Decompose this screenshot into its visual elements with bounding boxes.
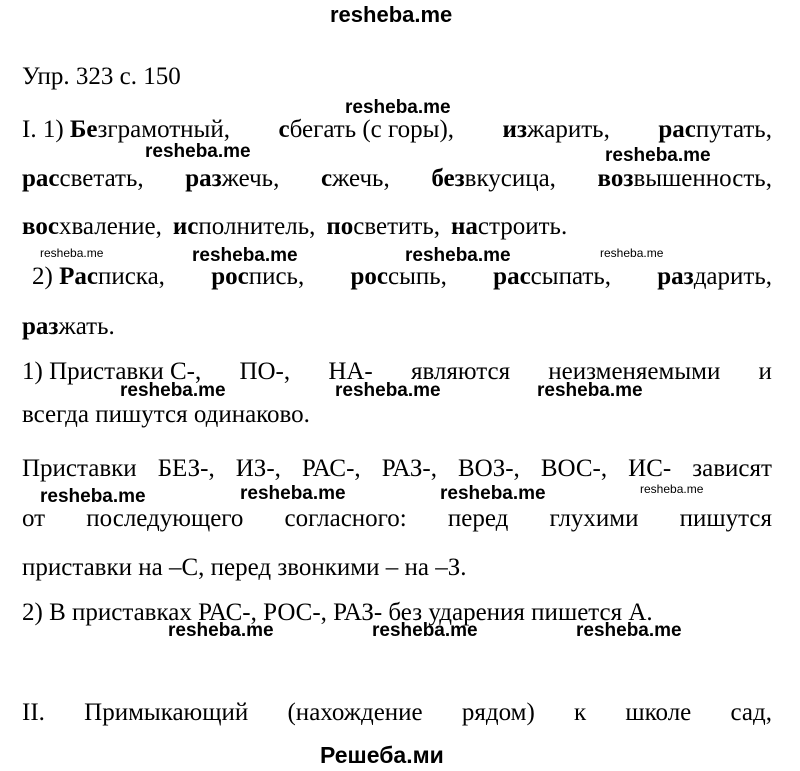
word: ИС- [628,455,672,482]
prefix-bold: Рас [59,263,98,290]
word-group [173,213,315,240]
word-part: писка, [97,263,165,290]
prefix-bold: Бе [69,116,98,143]
word-group [350,264,446,289]
word: зависят [692,455,772,482]
prefix-bold: рас [493,263,531,290]
word: сад, [730,699,772,726]
prefix-bold: раз [22,313,59,340]
prefix-bold: из [502,116,527,143]
word-group [658,117,772,142]
word: РАС-, [301,455,361,482]
rule-2-line-2 [22,506,772,531]
answer-line-4 [32,264,772,289]
prefix-bold: по [326,213,354,240]
word-part: жечь, [221,165,280,192]
answer-line-3 [22,214,567,239]
prefix-bold: рос [350,263,388,290]
watermark: resheba.me [192,245,298,266]
footer-watermark: Решеба.ми [320,742,444,768]
exercise-title: Упр. 323 с. 150 [22,63,181,90]
word: БЕЗ-, [157,455,215,482]
prefix-bold: вос [22,213,59,240]
word-part: бегать (с горы), [289,116,455,143]
word-part: жечь, [332,165,390,192]
word-part: сыпь, [387,263,447,290]
prefix-bold: с [320,165,333,192]
word-part: жать. [58,313,115,340]
prefix-bold: ис [172,213,199,240]
word-part: полнитель, [198,213,316,240]
prefix-bold: с [278,116,290,143]
word-group [211,264,304,289]
word: последующего [86,505,244,532]
word: Примыкающий [84,699,249,726]
word: Приставки [22,455,137,482]
word: перед [447,505,509,532]
watermark: resheba.me [335,380,441,401]
word-group [326,213,440,240]
word-part: сыпать, [530,263,611,290]
prefix-bold: раз [185,165,222,192]
word-part: хваление, [58,213,162,240]
answer-line-1 [22,117,772,142]
answer-line-2 [22,166,772,191]
watermark: resheba.me [372,620,478,641]
word: ПО-, [239,358,291,385]
watermark: resheba.me [576,620,682,641]
word-part: пись, [248,263,305,290]
word-group [493,264,611,289]
word-part: строить. [477,213,568,240]
word: РАЗ-, [381,455,437,482]
prefix-bold: рас [22,165,60,192]
rule-1-line-2: всегда пишутся одинаково. [22,401,310,428]
prefix-bold: воз [597,165,634,192]
word-part: путать, [695,116,772,143]
word-group [431,166,556,191]
word-group [22,117,230,142]
prefix-bold: без [431,165,465,192]
rule-2-line-3: приставки на –С, перед звонкими – на –З. [22,554,467,581]
prefix-bold: на [451,213,478,240]
watermark: resheba.me [640,482,704,496]
prefix-bold: раз [657,263,694,290]
word-group [32,264,165,289]
watermark: resheba.me [405,245,511,266]
word-group [598,166,772,191]
word: (нахождение [287,699,423,726]
word: ВОЗ-, [457,455,520,482]
word: рядом) [461,699,535,726]
word-group [278,117,454,142]
watermark: resheba.me [605,145,711,166]
rule-3: 2) В приставках РАС-, РОС-, РАЗ- без ударения пишется А. [22,599,653,626]
word-part: 2) [32,263,60,290]
word-part: дарить, [693,263,772,290]
word: неизменяемыми [548,358,721,385]
watermark: resheba.me [168,620,274,641]
word-group [185,166,279,191]
word-part: светать, [59,165,144,192]
watermark: resheba.me [120,380,226,401]
watermark: resheba.me [40,246,104,260]
word: ВОС-, [540,455,608,482]
word-part: вышенность, [633,165,772,192]
word-part: зграмотный, [97,116,230,143]
part-2-line-1 [22,700,772,725]
prefix-bold: рос [211,263,249,290]
word: пишутся [679,505,772,532]
watermark: resheba.me [240,483,346,504]
word: от [22,505,46,532]
word-group [22,166,144,191]
watermark: resheba.me [440,483,546,504]
word-part: вкусица, [464,165,556,192]
watermark: resheba.me [600,246,664,260]
word-part: I. 1) [22,116,70,143]
word-part: светить, [353,213,440,240]
word: к [574,699,587,726]
watermark: resheba.me [40,486,146,507]
word-group [503,117,610,142]
rule-2-line-1 [22,456,772,481]
watermark: resheba.me [345,97,451,118]
word: НА- [328,358,373,385]
watermark: resheba.me [537,380,643,401]
prefix-bold: рас [658,116,696,143]
word-group [657,264,772,289]
word: и [758,358,772,385]
answer-line-5 [22,314,115,339]
word: согласного: [284,505,407,532]
word: II. [22,699,45,726]
watermark: resheba.me [145,141,251,162]
word: 1) Приставки С-, [22,358,202,385]
word: глухими [549,505,639,532]
word-group [22,213,162,240]
word-part: жарить, [527,116,610,143]
header-watermark: resheba.me [330,2,453,27]
word: ИЗ-, [235,455,281,482]
word-group [451,213,567,240]
word-group [22,313,115,340]
word-group [321,166,390,191]
word: школе [625,699,692,726]
word: являются [410,358,511,385]
